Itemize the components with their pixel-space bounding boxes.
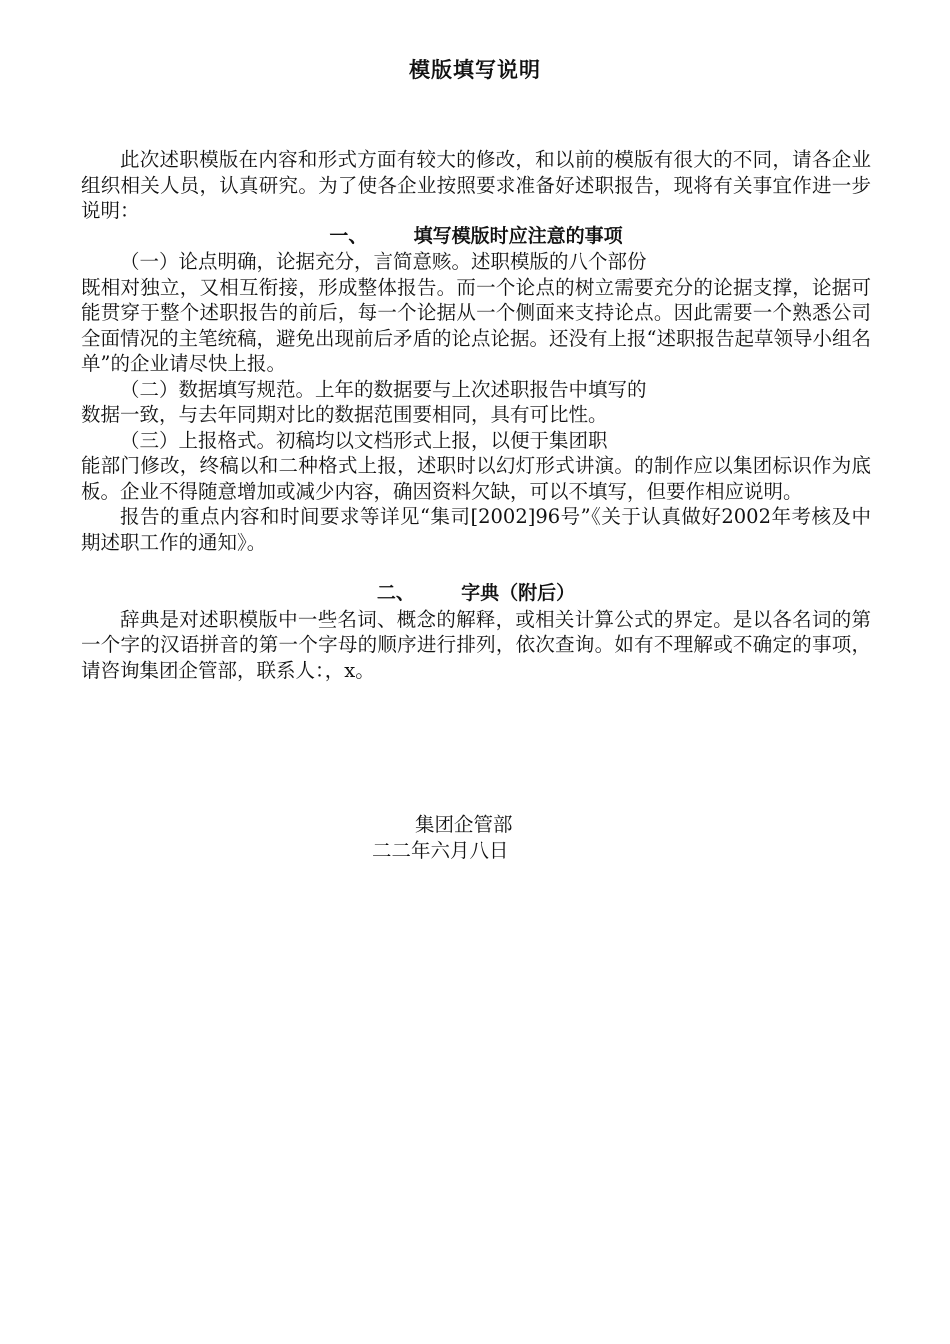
section-2-number: 二、 [376, 582, 415, 604]
item-1-body: 既相对独立，又相互衔接，形成整体报告。而一个论点的树立需要充分的论据支撑，论据可能贯穿于整个述职报告的前后，每一个论据从一个侧面来支持论点。因此需要一个熟悉公司全面情况的主笔统稿，避免出现前后矛盾的论点论据。还没有上报“述职报告起草领导小组名单”的企业请尽快上报。 [81, 275, 871, 375]
document-title: 模版填写说明 [409, 58, 541, 82]
section-gap [81, 555, 871, 581]
dictionary-paragraph: 辞典是对述职模版中一些名词、概念的解释，或相关计算公式的界定。是以各名词的第一个字的汉语拼音的第一个字母的顺序进行排列，依次查询。如有不理解或不确定的事项，请咨询集团企管部，联系人：，x。 [81, 607, 871, 682]
item-2-first-line: （二）数据填写规范。上年的数据要与上次述职报告中填写的 [120, 377, 647, 401]
section-1-title: 填写模版时应注意的事项 [413, 224, 623, 247]
item-3-paragraph [81, 428, 871, 505]
signature-org: 集团企管部 [415, 813, 513, 836]
item-2-body: 数据一致，与去年同期对比的数据范围要相同，具有可比性。 [81, 403, 608, 426]
section-2-title: 字典（附后） [461, 582, 576, 604]
section-2-heading [81, 581, 871, 607]
item-1-paragraph [81, 249, 871, 377]
section-1-number: 一、 [329, 224, 368, 247]
intro-paragraph: 此次述职模版在内容和形式方面有较大的修改，和以前的模版有很大的不同，请各企业组织相关人员，认真研究。为了使各企业按照要求准备好述职报告，现将有关事宜作进一步说明： [81, 148, 871, 222]
item-2-paragraph [81, 377, 871, 428]
item-1-first-line: （一）论点明确，论据充分，言简意赅。述职模版的八个部份 [120, 250, 647, 273]
signature-date: 二二年六月八日 [372, 839, 509, 862]
item-3-body: 能部门修改，终稿以和二种格式上报，述职时以幻灯形式讲演。的制作应以集团标识作为底板。企业不得随意增加或减少内容，确因资料欠缺，可以不填写，但要作相应说明。 [81, 454, 871, 503]
reference-paragraph: 报告的重点内容和时间要求等详见“集司[2002]96号”《关于认真做好2002年考核及中期述职工作的通知》。 [81, 505, 871, 554]
item-3-first-line: （三）上报格式。初稿均以文档形式上报，以便于集团职 [120, 428, 608, 452]
document-body [81, 147, 871, 683]
section-1-heading [81, 224, 871, 250]
